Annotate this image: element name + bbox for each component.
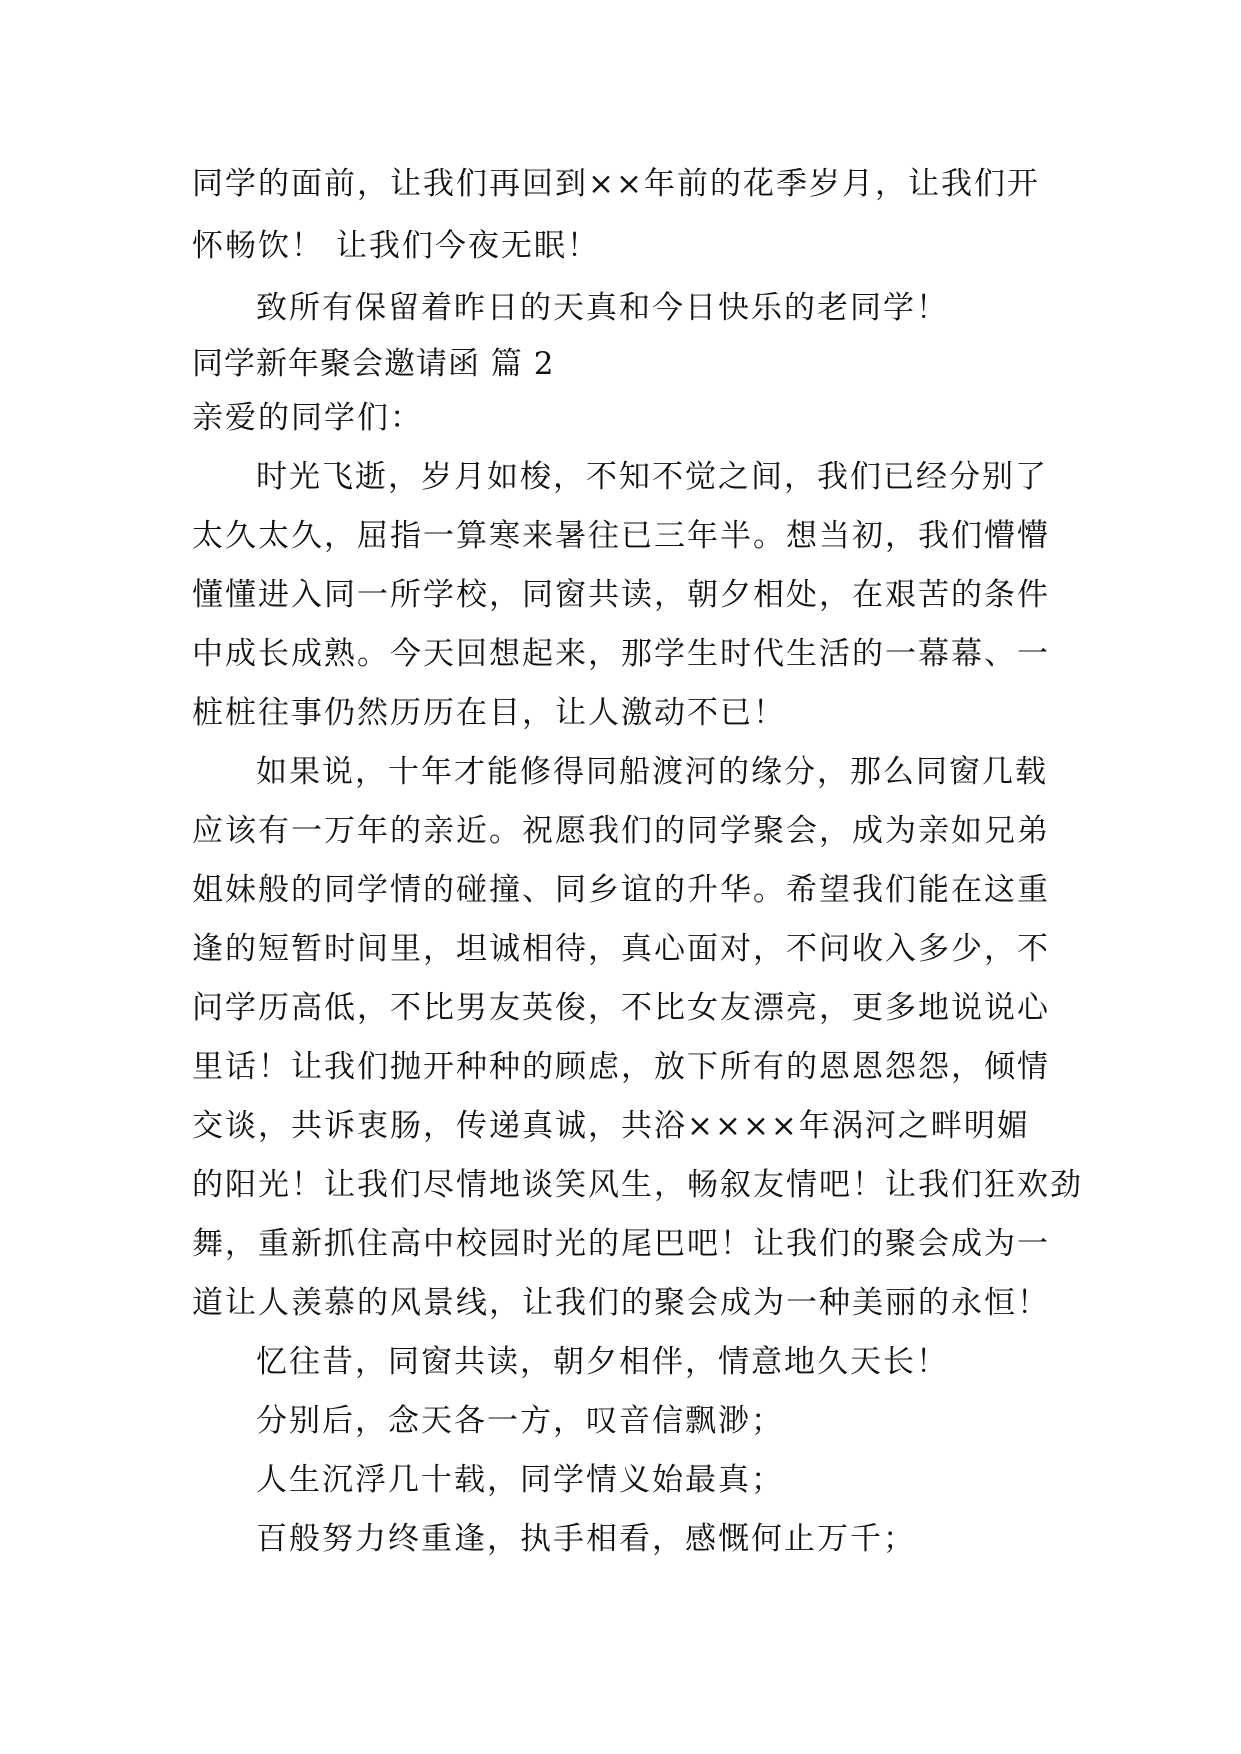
verse-line: 人生沉浮几十载，同学情义始最真； <box>256 1462 784 1498</box>
paragraph-line: 里话！让我们抛开种种的顾虑，放下所有的恩恩怨怨，倾情 <box>192 1049 1050 1085</box>
paragraph-line: 太久太久，屈指一算寒来暑往已三年半。想当初，我们懵懵 <box>192 518 1050 554</box>
paragraph-line: 怀畅饮！ 让我们今夜无眠！ <box>192 228 600 264</box>
paragraph-line: 懂懂进入同一所学校，同窗共读，朝夕相处，在艰苦的条件 <box>192 577 1050 613</box>
paragraph-line: 姐妹般的同学情的碰撞、同乡谊的升华。希望我们能在这重 <box>192 872 1050 908</box>
paragraph-line: 致所有保留着昨日的天真和今日快乐的老同学！ <box>256 290 949 326</box>
paragraph-line: 时光飞逝，岁月如梭，不知不觉之间，我们已经分别了 <box>256 459 1048 495</box>
verse-line: 分别后，念天各一方，叹音信飘渺； <box>256 1403 784 1439</box>
paragraph-line: 桩桩往事仍然历历在目，让人激动不已！ <box>192 695 786 731</box>
paragraph-line: 如果说，十年才能修得同船渡河的缘分，那么同窗几载 <box>256 754 1048 790</box>
verse-line: 百般努力终重逢，执手相看，感慨何止万千； <box>256 1521 916 1557</box>
paragraph-line: 应该有一万年的亲近。祝愿我们的同学聚会，成为亲如兄弟 <box>192 813 1050 849</box>
paragraph-line: 交谈，共诉衷肠，传递真诚，共浴××××年涡河之畔明媚 <box>192 1108 1030 1144</box>
salutation: 亲爱的同学们： <box>192 400 423 436</box>
paragraph-line: 道让人羡慕的风景线，让我们的聚会成为一种美丽的永恒！ <box>192 1285 1050 1321</box>
section-heading: 同学新年聚会邀请函 篇 2 <box>192 346 555 382</box>
paragraph-line: 逢的短暂时间里，坦诚相待，真心面对，不问收入多少，不 <box>192 931 1050 967</box>
paragraph-line: 中成长成熟。今天回想起来，那学生时代生活的一幕幕、一 <box>192 636 1050 672</box>
paragraph-line: 同学的面前，让我们再回到××年前的花季岁月，让我们开 <box>192 166 1040 202</box>
paragraph-line: 的阳光！让我们尽情地谈笑风生，畅叙友情吧！让我们狂欢劲 <box>192 1167 1083 1203</box>
paragraph-line: 问学历高低，不比男友英俊，不比女友漂亮，更多地说说心 <box>192 990 1050 1026</box>
paragraph-line: 舞，重新抓住高中校园时光的尾巴吧！让我们的聚会成为一 <box>192 1226 1050 1262</box>
verse-line: 忆往昔，同窗共读，朝夕相伴，情意地久天长！ <box>256 1344 949 1380</box>
